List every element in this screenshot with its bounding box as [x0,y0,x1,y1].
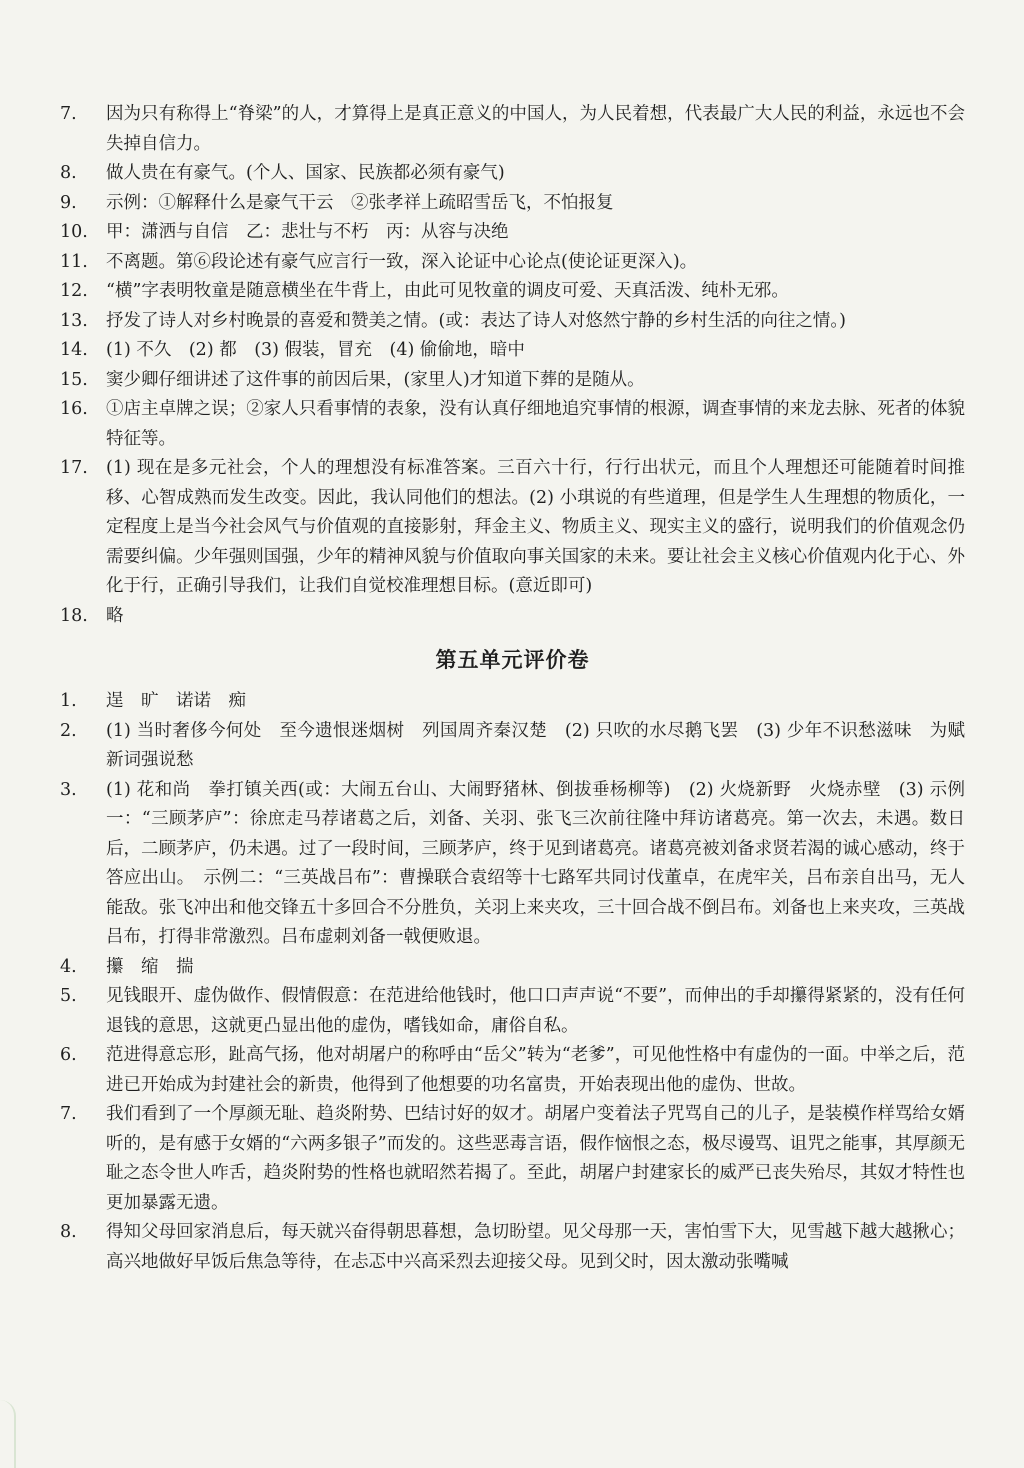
answer-number: 17. [60,458,88,478]
answer-text: (1) 不久 (2) 都 (3) 假装，冒充 (4) 偷偷地，暗中 [106,340,525,360]
answer-text: 略 [106,605,124,626]
answer-text: 甲：潇洒与自信 乙：悲壮与不朽 丙：从容与决绝 [106,222,509,242]
answer-item [60,602,965,632]
answer-number: 9. [60,192,77,213]
page-content [60,100,965,1277]
answer-number: 15. [60,369,88,390]
answer-text: ①店主卓牌之误；②家人只看事情的表象，没有认真仔细地追究事情的根源，调查事情的来龙去脉、死者的体貌特征等。 [106,399,965,449]
answer-text: “横”字表明牧童是随意横坐在牛背上，由此可见牧童的调皮可爱、天真活泼、纯朴无邪。 [106,281,789,301]
answer-number: 3. [60,779,77,800]
answer-number: 8. [60,163,77,183]
answer-text: (1) 现在是多元社会，个人的理想没有标准答案。三百六十行，行行出状元，而且个人理想还可能随着时间推移、心智成熟而发生改变。因此，我认同他们的想法。(2) 小琪说的有些道理，但是学生人生理想的物质化，一定程度上是当今社会风气与价值观的直接影射，拜金主义、物质主义、现实主义的盛行，说明我们的价值观念仍需要纠偏。少年强则国强，少年的精神风貌与价值取向事关国家的未来。要让社会主义核心价值观内化于心、外化于行，正确引导我们，让我们自觉校准理想目标。(意近即可) [106,458,965,596]
answer-number: 7. [60,104,77,124]
answer-item [60,687,965,717]
answer-item [60,454,965,602]
answer-text: 得知父母回家消息后，每天就兴奋得朝思暮想，急切盼望。见父母那一天，害怕雪下大，见雪越下越大越揪心；高兴地做好早饭后焦急等待，在忐忑中兴高采烈去迎接父母。见到父时，因太激动张嘴喊 [106,1222,965,1272]
answer-item [60,336,965,366]
answer-item [60,1041,965,1100]
answer-number: 12. [60,281,88,301]
answer-text: (1) 当时奢侈今何处 至今遗恨迷烟树 列国周齐秦汉楚 (2) 只吹的水尽鹅飞罢 (3) 少年不识愁滋味 为赋新词强说愁 [106,720,965,770]
answer-text: (1) 花和尚 拳打镇关西(或：大闹五台山、大闹野猪林、倒拔垂杨柳等) (2) 火烧新野 火烧赤壁 (3) 示例一：“三顾茅庐”：徐庶走马荐诸葛之后，刘备、关羽、张飞三次前往隆中拜访诸葛亮。第一次去，未遇。数日后，二顾茅庐，仍未遇。过了一段时间，三顾茅庐，终于见到诸葛亮。诸葛亮被刘备求贤若渴的诚心感动，终于答应出山。 示例二：“三英战吕布”：曹操联合袁绍等十七路军共同讨伐董卓，在虎牢关，吕布亲自出马，无人能敌。张飞冲出和他交锋五十多回合不分胜负，关羽上来夹攻，三十回合战不倒吕布。刘备也上来夹攻，三英战吕布，打得非常激烈。吕布虚刺刘备一戟便败退。 [106,779,965,947]
answer-number: 11. [60,251,88,272]
answer-item [60,248,965,278]
answer-item [60,982,965,1041]
answer-number: 10. [60,222,88,242]
answer-item [60,366,965,396]
answer-item [60,277,965,307]
answer-number: 7. [60,1104,77,1124]
answer-item [60,159,965,189]
section-heading: 第五单元评价卷 [435,648,590,672]
answer-text: 示例：①解释什么是豪气干云 ②张孝祥上疏昭雪岳飞，不怕报复 [106,192,614,213]
answer-item [60,218,965,248]
answer-number: 5. [60,986,77,1006]
section-unit4-answers [60,100,965,631]
answer-number: 2. [60,720,77,741]
answer-text: 做人贵在有豪气。(个人、国家、民族都必须有豪气) [106,163,505,183]
answer-item [60,307,965,337]
answer-item [60,1100,965,1218]
answer-item [60,717,965,776]
page-edge-mark [0,1400,16,1468]
answer-number: 4. [60,956,77,977]
answer-number: 18. [60,605,88,626]
answer-text: 因为只有称得上“脊梁”的人，才算得上是真正意义的中国人，为人民着想，代表最广大人民的利益，永远也不会失掉自信力。 [106,104,965,154]
answer-number: 14. [60,340,88,360]
answer-number: 1. [60,691,77,711]
answer-text: 范进得意忘形，趾高气扬，他对胡屠户的称呼由“岳父”转为“老爹”，可见他性格中有虚伪的一面。中举之后，范进已开始成为封建社会的新贵，他得到了他想要的功名富贵，开始表现出他的虚伪、世故。 [106,1045,965,1095]
answer-text: 不离题。第⑥段论述有豪气应言行一致，深入论证中心论点(使论证更深入)。 [106,251,698,272]
answer-number: 16. [60,399,88,419]
answer-number: 6. [60,1045,77,1065]
answer-item [60,100,965,159]
answer-text: 窦少卿仔细讲述了这件事的前因后果，(家里人)才知道下葬的是随从。 [106,369,645,390]
section-unit5-answers [60,687,965,1277]
answer-item [60,953,965,983]
answer-number: 13. [60,310,88,331]
answer-text: 攥 缩 揣 [106,956,194,977]
answer-number: 8. [60,1222,77,1242]
answer-item [60,189,965,219]
answer-item [60,1218,965,1277]
answer-item [60,395,965,454]
answer-text: 抒发了诗人对乡村晚景的喜爱和赞美之情。(或：表达了诗人对悠然宁静的乡村生活的向往之情。) [106,310,846,331]
answer-item [60,776,965,953]
answer-text: 逞 旷 诺诺 痴 [106,691,246,711]
answer-text: 我们看到了一个厚颜无耻、趋炎附势、巴结讨好的奴才。胡屠户变着法子咒骂自己的儿子，是装模作样骂给女婿听的，是有感于女婿的“六两多银子”而发的。这些恶毒言语，假作恼恨之态，极尽谩骂、诅咒之能事，其厚颜无耻之态令世人咋舌，趋炎附势的性格也就昭然若揭了。至此，胡屠户封建家长的威严已丧失殆尽，其奴才特性也更加暴露无遗。 [106,1104,965,1213]
answer-text: 见钱眼开、虚伪做作、假情假意：在范进给他钱时，他口口声声说“不要”，而伸出的手却攥得紧紧的，没有任何退钱的意思，这就更凸显出他的虚伪，嗜钱如命，庸俗自私。 [106,986,965,1036]
